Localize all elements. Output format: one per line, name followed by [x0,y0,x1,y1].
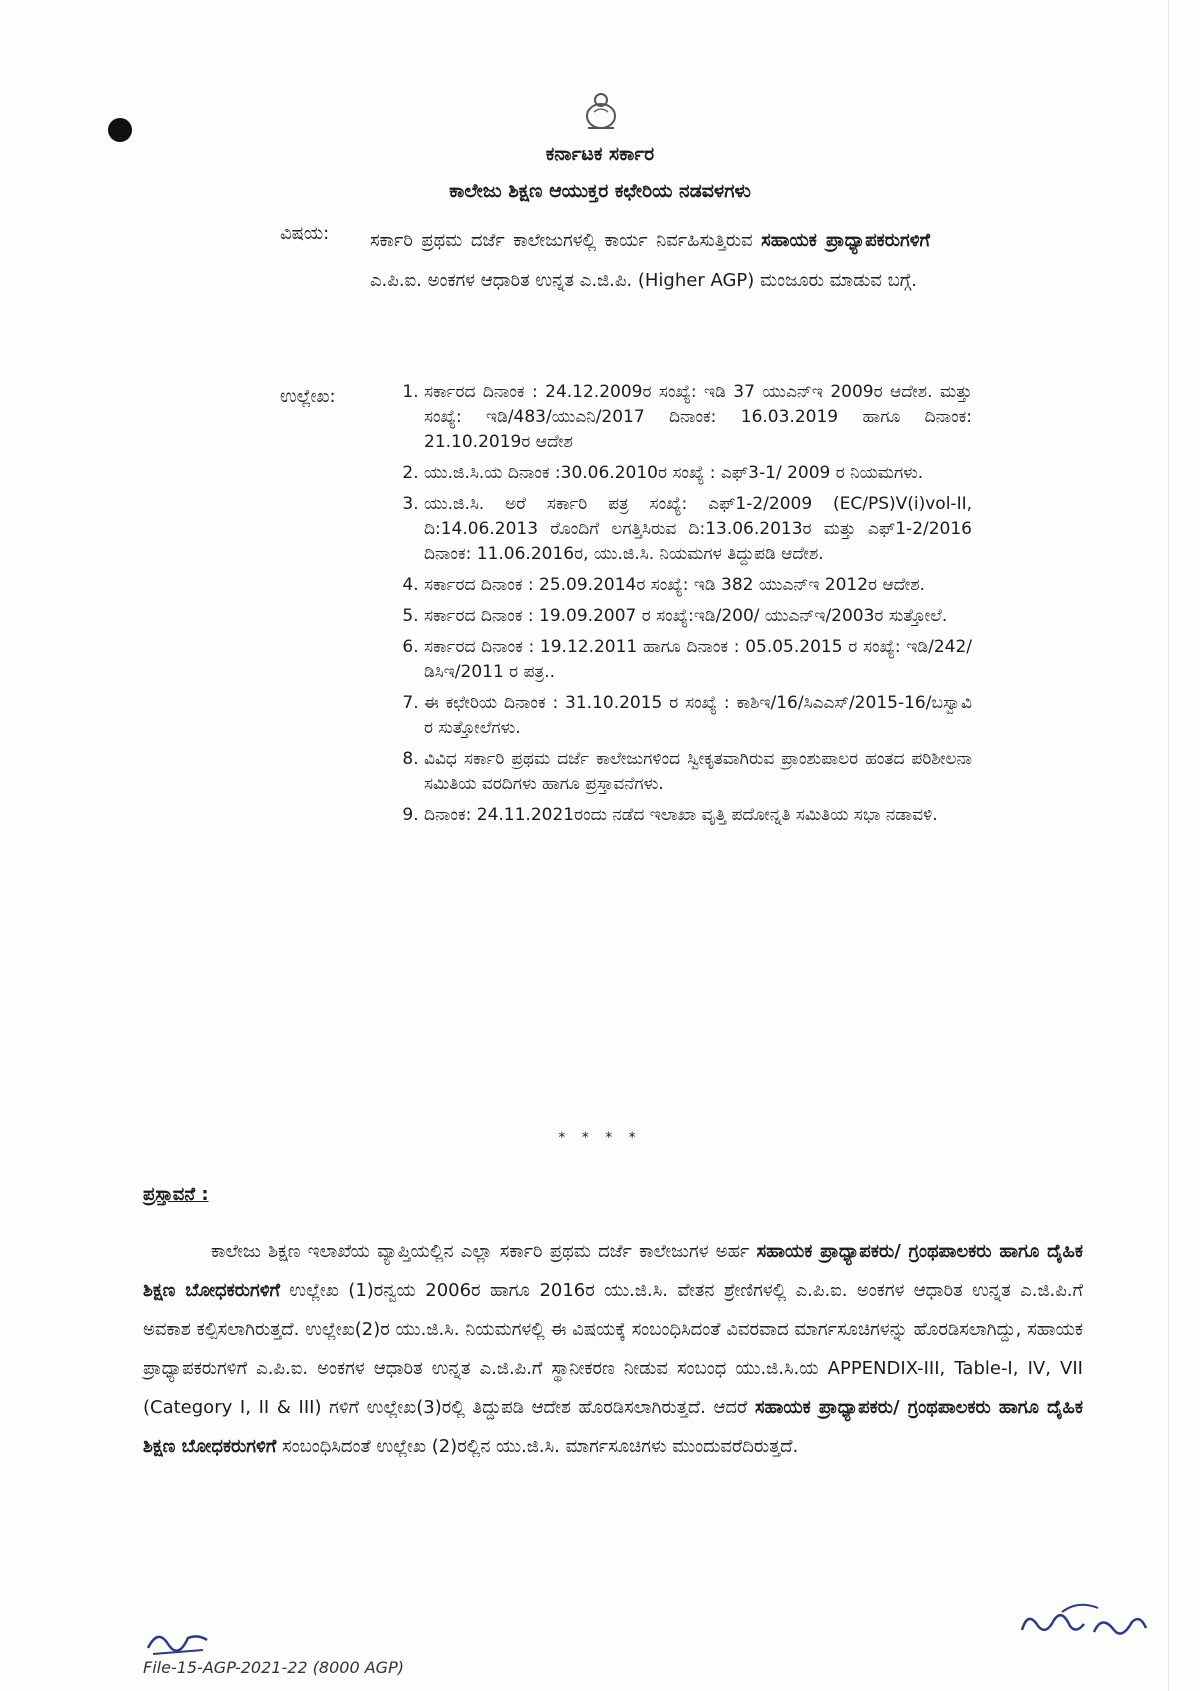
section-separator: * * * * [558,1130,642,1146]
initials-signature-3 [1060,1598,1100,1618]
govt-title: ಕರ್ನಾಟಕ ಸರ್ಕಾರ [545,143,655,165]
scan-edge-line [1168,0,1169,1691]
file-reference-footer: File-15-AGP-2021-22 (8000 AGP) [143,1658,404,1677]
office-title: ಕಾಲೇಜು ಶಿಕ್ಷಣ ಆಯುಕ್ತರ ಕಛೇರಿಯ ನಡವಳಗಳು [449,180,751,202]
reference-item: 6. ಸರ್ಕಾರದ ದಿನಾಂಕ : 19.12.2011 ಹಾಗೂ ದಿನಾಂಕ : 05.05.2015 ರ ಸಂಖ್ಯೆ: ಇಡಿ/242/ಡಿಸಿಇ/2011 ರ ಪತ್ರ.. [424,635,972,685]
subject-label: ವಿಷಯ: [280,223,330,244]
reference-item: 5. ಸರ್ಕಾರದ ದಿನಾಂಕ : 19.09.2007 ರ ಸಂಖ್ಯೆ:ಇಡಿ/200/ ಯುಎನ್ಇ/2003ರ ಸುತ್ತೋಲೆ. [424,604,972,629]
reference-label: ಉಲ್ಲೇಖ: [280,386,336,407]
punch-hole [108,118,132,142]
reference-item: 7. ಈ ಕಛೇರಿಯ ದಿನಾಂಕ : 31.10.2015 ರ ಸಂಖ್ಯೆ : ಕಾಶಿಇ/16/ಸಿಎಎಸ್/2015-16/ಬಸ್ವಾವಿ ರ ಸುತ್ತೋಲೆಗಳು. [424,691,972,741]
initials-signature-left [143,1620,213,1660]
reference-item: 3. ಯು.ಜಿ.ಸಿ. ಅರೆ ಸರ್ಕಾರಿ ಪತ್ರ ಸಂಖ್ಯೆ: ಎಫ್1-2/2009 (EC/PS)V(i)vol-II, ದಿ:14.06.2013 ರೊಂದಿಗೆ ಲಗತ್ತಿಸಿರುವ ದಿ:13.06.2013ರ ಮತ್ತು ಎಫ್1-2/2016 ದಿನಾಂಕ: 11.06.2016ರ, ಯು.ಜಿ.ಸಿ. ನಿಯಮಗಳ ತಿದ್ದುಪಡಿ ಆದೇಶ. [424,492,972,567]
reference-item: 1. ಸರ್ಕಾರದ ದಿನಾಂಕ : 24.12.2009ರ ಸಂಖ್ಯೆ: ಇಡಿ 37 ಯುಎನ್ಇ 2009ರ ಆದೇಶ. ಮತ್ತು ಸಂಖ್ಯೆ: ಇಡಿ/483/ಯುಎನಿ/2017 ದಿನಾಂಕ: 16.03.2019 ಹಾಗೂ ದಿನಾಂಕ: 21.10.2019ರ ಆದೇಶ [424,380,972,455]
reference-list [390,380,972,834]
preamble-paragraph: ಕಾಲೇಜು ಶಿಕ್ಷಣ ಇಲಾಖೆಯ ವ್ಯಾಪ್ತಿಯಲ್ಲಿನ ಎಲ್ಲಾ ಸರ್ಕಾರಿ ಪ್ರಥಮ ದರ್ಜೆ ಕಾಲೇಜುಗಳ ಅರ್ಹ ಸಹಾಯಕ ಪ್ರಾಧ್ಯಾಪಕರು/ ಗ್ರಂಥಪಾಲಕರು ಹಾಗೂ ದೈಹಿಕ ಶಿಕ್ಷಣ ಬೋಧಕರುಗಳಿಗೆ ಉಲ್ಲೇಖ (1)ರನ್ವಯ 2006ರ ಹಾಗೂ 2016ರ ಯು.ಜಿ.ಸಿ. ವೇತನ ಶ್ರೇಣಿಗಳಲ್ಲಿ ಎ.ಪಿ.ಐ. ಅಂಕಗಳ ಆಧಾರಿತ ಉನ್ನತ ಎ.ಜಿ.ಪಿ.ಗೆ ಅವಕಾಶ ಕಲ್ಪಿಸಲಾಗಿರುತ್ತದೆ. ಉಲ್ಲೇಖ(2)ರ ಯು.ಜಿ.ಸಿ. ನಿಯಮಗಳಲ್ಲಿ ಈ ವಿಷಯಕ್ಕೆ ಸಂಬಂಧಿಸಿದಂತೆ ವಿವರವಾದ ಮಾರ್ಗಸೂಚಿಗಳನ್ನು ಹೊರಡಿಸಲಾಗಿದ್ದು, ಸಹಾಯಕ ಪ್ರಾಧ್ಯಾಪಕರುಗಳಿಗೆ ಎ.ಪಿ.ಐ. ಅಂಕಗಳ ಆಧಾರಿತ ಉನ್ನತ ಎ.ಜಿ.ಪಿ.ಗೆ ಸ್ಥಾನೀಕರಣ ನೀಡುವ ಸಂಬಂಧ ಯು.ಜಿ.ಸಿ.ಯ APPENDIX-III, Table-I, IV, VII (Category I, II & III) ಗಳಿಗೆ ಉಲ್ಲೇಖ(3)ರಲ್ಲಿ ತಿದ್ದುಪಡಿ ಆದೇಶ ಹೊರಡಿಸಲಾಗಿರುತ್ತದೆ. ಆದರೆ ಸಹಾಯಕ ಪ್ರಾಧ್ಯಾಪಕರು/ ಗ್ರಂಥಪಾಲಕರು ಹಾಗೂ ದೈಹಿಕ ಶಿಕ್ಷಣ ಬೋಧಕರುಗಳಿಗೆ ಸಂಬಂಧಿಸಿದಂತೆ ಉಲ್ಲೇಖ (2)ರಲ್ಲಿನ ಯು.ಜಿ.ಸಿ. ಮಾರ್ಗಸೂಚಿಗಳು ಮುಂದುವರೆದಿರುತ್ತದೆ. [143,1241,1083,1457]
reference-item: 9. ದಿನಾಂಕ: 24.11.2021ರಂದು ನಡೆದ ಇಲಾಖಾ ವೃತ್ತಿ ಪದೋನ್ನತಿ ಸಮಿತಿಯ ಸಭಾ ನಡಾವಳಿ. [424,803,972,828]
reference-item: 8. ವಿವಿಧ ಸರ್ಕಾರಿ ಪ್ರಥಮ ದರ್ಜೆ ಕಾಲೇಜುಗಳಿಂದ ಸ್ವೀಕೃತವಾಗಿರುವ ಪ್ರಾಂಶುಪಾಲರ ಹಂತದ ಪರಿಶೀಲನಾ ಸಮಿತಿಯ ವರದಿಗಳು ಹಾಗೂ ಪ್ರಸ್ತಾವನೆಗಳು. [424,747,972,797]
reference-item: 4. ಸರ್ಕಾರದ ದಿನಾಂಕ : 25.09.2014ರ ಸಂಖ್ಯೆ: ಇಡಿ 382 ಯುಎನ್ಇ 2012ರ ಆದೇಶ. [424,573,972,598]
preamble-heading: ಪ್ರಸ್ತಾವನೆ : [143,1184,209,1205]
subject-text: ಸರ್ಕಾರಿ ಪ್ರಥಮ ದರ್ಜೆ ಕಾಲೇಜುಗಳಲ್ಲಿ ಕಾರ್ಯ ನಿರ್ವಹಿಸುತ್ತಿರುವ ಸಹಾಯಕ ಪ್ರಾಧ್ಯಾಪಕರುಗಳಿಗೆ ಎ.ಪಿ.ಐ. ಅಂಕಗಳ ಆಧಾರಿತ ಉನ್ನತ ಎ.ಜಿ.ಪಿ. (Higher AGP) ಮಂಜೂರು ಮಾಡುವ ಬಗ್ಗೆ. [370,230,930,291]
reference-item: 2. ಯು.ಜಿ.ಸಿ.ಯ ದಿನಾಂಕ :30.06.2010ರ ಸಂಖ್ಯೆ : ಎಫ್3-1/ 2009 ರ ನಿಯಮಗಳು. [424,461,972,486]
state-emblem-icon [576,88,626,134]
